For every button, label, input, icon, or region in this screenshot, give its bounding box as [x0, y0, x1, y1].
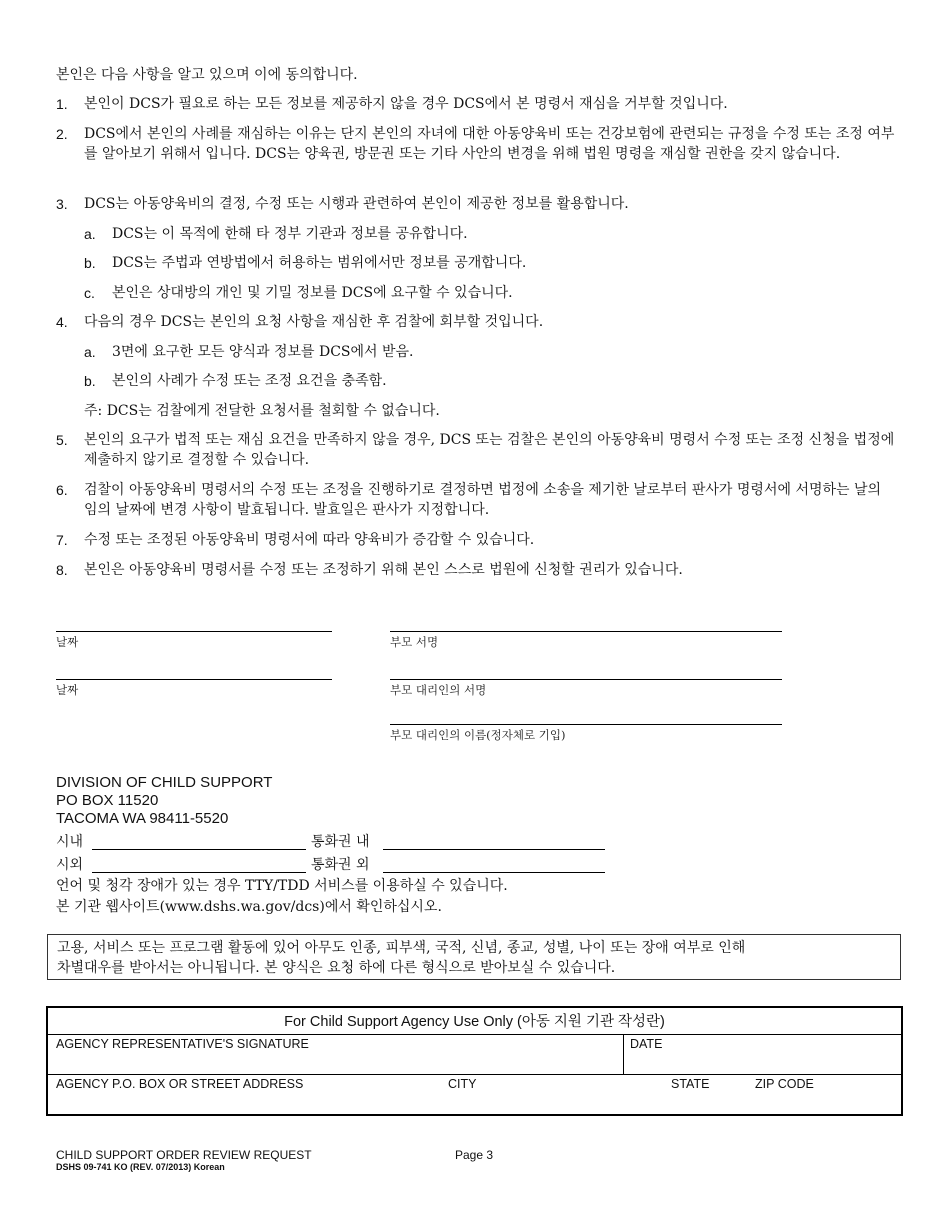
representative-signature-line[interactable]	[390, 679, 782, 680]
item-text: 다음의 경우 DCS는 본인의 요청 사항을 재심한 후 검찰에 회부할 것입니다.	[84, 314, 544, 330]
subitem-text: DCS는 주법과 연방법에서 허용하는 범위에서만 정보를 공개합니다.	[112, 255, 527, 271]
notice-line-2: 차별대우를 받아서는 아니됩니다. 본 양식은 요청 하에 다른 형식으로 받아보실 수 있습니다.	[57, 960, 616, 976]
date-label: 날짜	[56, 635, 79, 649]
list-subitem	[0, 342, 950, 362]
outside-label: 시외	[56, 857, 84, 873]
divider	[48, 1074, 901, 1075]
subitem-letter: b.	[84, 373, 96, 389]
item-text: 본인의 요구가 법적 또는 재심 요건을 만족하지 않을 경우, DCS 또는 검찰은 본인의 아동양육비 명령서 수정 또는 조정 신청을 법정에 제출하지 않기로 결정할 수 있습니다.	[84, 432, 895, 468]
agency-signature-label: AGENCY REPRESENTATIVE'S SIGNATURE	[56, 1037, 309, 1051]
list-item	[0, 194, 950, 214]
item-text: 본인은 아동양육비 명령서를 수정 또는 조정하기 위해 본인 스스로 법원에 신청할 권리가 있습니다.	[84, 562, 683, 578]
list-subitem	[0, 253, 950, 273]
local-phone-line[interactable]	[92, 849, 306, 850]
list-item	[0, 430, 950, 470]
footer-form-title: CHILD SUPPORT ORDER REVIEW REQUEST	[56, 1148, 312, 1162]
outside-phone-line[interactable]	[92, 872, 306, 873]
item-text: DCS에서 본인의 사례를 재심하는 이유는 단지 본인의 자녀에 대한 아동양육비 또는 건강보험에 관련되는 규정을 수정 또는 조정 여부를 알아보기 위해서 입니다. DCS는 양육권, 방문권 또는 기타 사안의 변경을 위해 법원 명령을 재심할 권한을 갖지 않습니다.	[84, 126, 895, 162]
list-subitem	[0, 371, 950, 391]
item-number: 8.	[56, 562, 68, 578]
divider	[623, 1034, 624, 1074]
subitem-text: 3면에 요구한 모든 양식과 정보를 DCS에서 받음.	[112, 344, 414, 360]
item-number: 6.	[56, 482, 68, 498]
parent-signature-label: 부모 서명	[390, 635, 439, 649]
nondiscrimination-notice	[47, 934, 901, 980]
address-line-3: TACOMA WA 98411-5520	[56, 810, 229, 827]
agency-zip-label: ZIP CODE	[755, 1077, 814, 1091]
item-text: 검찰이 아동양육비 명령서의 수정 또는 조정을 진행하기로 결정하면 법정에 소송을 제기한 날로부터 판사가 명령서에 서명하는 날의 임의 날짜에 변경 사항이 발효됩니다. 발효일은 판사가 지정합니다.	[84, 482, 882, 518]
divider	[48, 1034, 901, 1035]
date-line[interactable]	[56, 631, 332, 632]
date-label: 날짜	[56, 683, 79, 697]
subitem-text: DCS는 이 목적에 한해 타 정부 기관과 정보를 공유합니다.	[112, 226, 468, 242]
list-subitem	[0, 224, 950, 244]
agency-date-label: DATE	[630, 1037, 663, 1051]
tty-notice: 언어 및 청각 장애가 있는 경우 TTY/TDD 서비스를 이용하실 수 있습니다.	[56, 878, 508, 894]
representative-name-label: 부모 대리인의 이름(정자체로 기입)	[390, 728, 566, 742]
agency-state-label: STATE	[671, 1077, 710, 1091]
agency-box-title: For Child Support Agency Use Only (아동 지원 기관 작성란)	[284, 1014, 665, 1030]
subitem-letter: a.	[84, 226, 96, 242]
out-area-phone-line[interactable]	[383, 872, 605, 873]
note-text: 주: DCS는 검찰에게 전달한 요청서를 철회할 수 없습니다.	[84, 403, 440, 419]
local-label: 시내	[56, 834, 84, 850]
agency-address-label: AGENCY P.O. BOX OR STREET ADDRESS	[56, 1077, 304, 1091]
item-number: 5.	[56, 432, 68, 448]
subitem-text: 본인의 사례가 수정 또는 조정 요건을 충족함.	[112, 373, 387, 389]
address-line-2: PO BOX 11520	[56, 792, 159, 809]
intro-text: 본인은 다음 사항을 알고 있으며 이에 동의합니다.	[56, 67, 358, 83]
list-subitem	[0, 283, 950, 303]
in-area-phone-line[interactable]	[383, 849, 605, 850]
address-line-1: DIVISION OF CHILD SUPPORT	[56, 774, 273, 791]
item-text: DCS는 아동양육비의 결정, 수정 또는 시행과 관련하여 본인이 제공한 정보를 활용합니다.	[84, 196, 629, 212]
item-text: 수정 또는 조정된 아동양육비 명령서에 따라 양육비가 증감할 수 있습니다.	[84, 532, 535, 548]
in-area-label: 통화권 내	[311, 834, 370, 850]
item-number: 1.	[56, 96, 68, 112]
list-item	[0, 312, 950, 332]
date-line[interactable]	[56, 679, 332, 680]
list-item	[0, 480, 950, 520]
agency-use-box	[46, 1006, 903, 1116]
footer-form-id: DSHS 09-741 KO (REV. 07/2013) Korean	[56, 1162, 225, 1172]
parent-signature-line[interactable]	[390, 631, 782, 632]
subitem-letter: b.	[84, 255, 96, 271]
out-area-label: 통화권 외	[311, 857, 370, 873]
footer-page-number: Page 3	[455, 1148, 494, 1162]
item-number: 3.	[56, 196, 68, 212]
list-item	[0, 124, 950, 184]
representative-name-line[interactable]	[390, 724, 782, 725]
list-item	[0, 94, 950, 114]
item-number: 4.	[56, 314, 68, 330]
representative-signature-label: 부모 대리인의 서명	[390, 683, 487, 697]
item-number: 7.	[56, 532, 68, 548]
list-item	[0, 560, 950, 580]
subitem-letter: c.	[84, 285, 95, 301]
list-item	[0, 530, 950, 550]
website-notice: 본 기관 웹사이트(www.dshs.wa.gov/dcs)에서 확인하십시오.	[56, 899, 442, 915]
notice-line-1: 고용, 서비스 또는 프로그램 활동에 있어 아무도 인종, 피부색, 국적, 신념, 종교, 성별, 나이 또는 장애 여부로 인해	[57, 940, 746, 956]
subitem-letter: a.	[84, 344, 96, 360]
subitem-text: 본인은 상대방의 개인 및 기밀 정보를 DCS에 요구할 수 있습니다.	[112, 285, 513, 301]
item-text: 본인이 DCS가 필요로 하는 모든 정보를 제공하지 않을 경우 DCS에서 본 명령서 재심을 거부할 것입니다.	[84, 96, 728, 112]
item-number: 2.	[56, 126, 68, 142]
agency-city-label: CITY	[448, 1077, 477, 1091]
